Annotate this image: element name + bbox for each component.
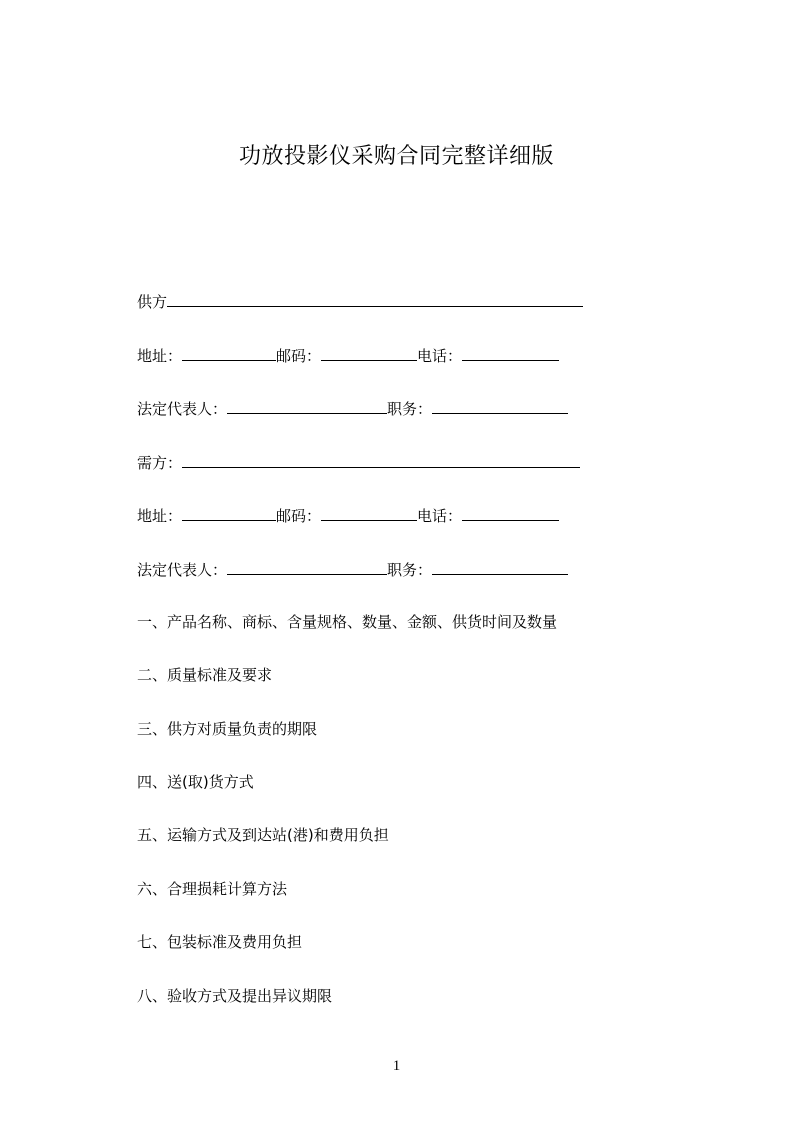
- buyer-blank: [182, 452, 580, 468]
- clause-item: 二、质量标准及要求: [137, 666, 273, 684]
- clause-item: 五、运输方式及到达站(港)和费用负担: [137, 826, 389, 844]
- buyer-label: 需方：: [137, 454, 183, 472]
- document-title: 功放投影仪采购合同完整详细版: [238, 144, 554, 169]
- clause-item: 一、产品名称、商标、含量规格、数量、金额、供货时间及数量: [137, 613, 558, 631]
- buyer-rep-line: [137, 559, 568, 579]
- supplier-postcode-blank: [321, 345, 417, 361]
- supplier-postcode-label: 邮码：: [276, 347, 322, 365]
- buyer-line: [137, 452, 580, 472]
- buyer-rep-blank: [227, 559, 387, 575]
- buyer-phone-blank: [462, 505, 559, 521]
- buyer-contact-line: [137, 505, 559, 525]
- supplier-rep-blank: [227, 398, 387, 414]
- supplier-address-blank: [182, 345, 276, 361]
- supplier-position-blank: [432, 398, 568, 414]
- supplier-phone-blank: [462, 345, 559, 361]
- buyer-address-label: 地址：: [137, 507, 183, 525]
- supplier-contact-line: [137, 345, 559, 365]
- supplier-position-label: 职务：: [387, 400, 433, 418]
- clause-item: 八、验收方式及提出异议期限: [137, 987, 333, 1005]
- supplier-address-label: 地址：: [137, 347, 183, 365]
- clause-item: 六、合理损耗计算方法: [137, 880, 288, 898]
- buyer-position-label: 职务：: [387, 561, 433, 579]
- clause-item: 七、包装标准及费用负担: [137, 933, 303, 951]
- supplier-rep-line: [137, 398, 568, 418]
- buyer-rep-label: 法定代表人：: [137, 561, 228, 579]
- buyer-position-blank: [432, 559, 568, 575]
- supplier-phone-label: 电话：: [417, 347, 463, 365]
- buyer-postcode-blank: [321, 505, 417, 521]
- supplier-blank: [167, 291, 583, 307]
- clause-item: 四、送(取)货方式: [137, 773, 254, 791]
- page-number: 1: [392, 1058, 401, 1074]
- supplier-label: 供方: [137, 293, 168, 311]
- clause-item: 三、供方对质量负责的期限: [137, 720, 318, 738]
- buyer-address-blank: [182, 505, 276, 521]
- buyer-postcode-label: 邮码：: [276, 507, 322, 525]
- supplier-rep-label: 法定代表人：: [137, 400, 228, 418]
- supplier-line: [137, 291, 583, 311]
- buyer-phone-label: 电话：: [417, 507, 463, 525]
